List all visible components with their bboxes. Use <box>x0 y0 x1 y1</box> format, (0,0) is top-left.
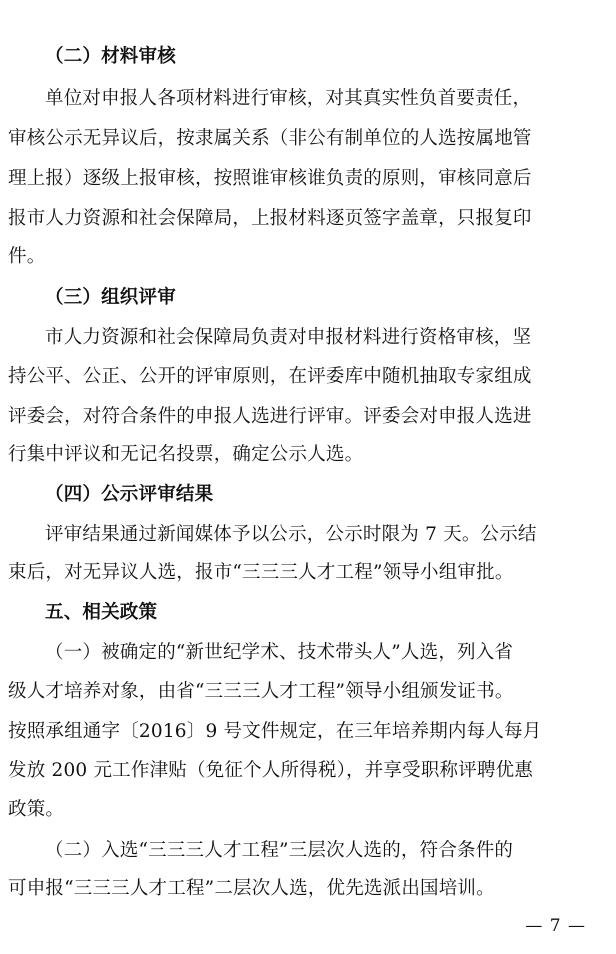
paragraph-line: 理上报）逐级上报审核，按照谁审核谁负责的原则，审核同意后 <box>8 168 532 189</box>
paragraph-line: 审核公示无异议后，按隶属关系（非公有制单位的人选按属地管 <box>8 128 532 149</box>
paragraph-line: 束后，对无异议人选，报市“三三三人才工程”领导小组审批。 <box>8 562 514 583</box>
heading-publicize-results: （四）公示评审结果 <box>45 484 214 505</box>
page-number: — 7 — <box>525 916 586 936</box>
paragraph-line: 行集中评议和无记名投票，确定公示人选。 <box>8 444 364 465</box>
paragraph-line: 政策。 <box>8 799 65 820</box>
paragraph-line: 评审结果通过新闻媒体予以公示，公示时限为 7 天。公示结 <box>45 524 537 545</box>
paragraph-line: 可申报“三三三人才工程”二层次人选，优先选派出国培训。 <box>8 878 495 899</box>
paragraph-line: 报市人力资源和社会保障局，上报材料逐页签字盖章，只报复印 <box>8 208 532 229</box>
paragraph-line: 按照承组通字〔2016〕9 号文件规定，在三年培养期内每人每月 <box>8 721 542 742</box>
heading-material-review: （二）材料审核 <box>45 46 176 67</box>
heading-related-policies: 五、相关政策 <box>45 602 158 623</box>
paragraph-line: 发放 200 元工作津贴（免征个人所得税），并享受职称评聘优惠 <box>8 760 534 781</box>
paragraph-line: 件。 <box>8 246 46 267</box>
paragraph-line: 级人才培养对象，由省“三三三人才工程”领导小组颁发证书。 <box>8 681 514 702</box>
paragraph-line: （一）被确定的“新世纪学术、技术带头人”人选，列入省 <box>45 642 514 663</box>
paragraph-line: 单位对申报人各项材料进行审核，对其真实性负首要责任， <box>45 88 532 109</box>
paragraph-line: 评委会，对符合条件的申报人选进行评审。评委会对申报人选进 <box>8 406 532 427</box>
heading-organize-review: （三）组织评审 <box>45 287 176 308</box>
paragraph-line: 市人力资源和社会保障局负责对申报材料进行资格审核，坚 <box>45 327 532 348</box>
paragraph-line: （二）入选“三三三人才工程”三层次人选的，符合条件的 <box>45 840 514 861</box>
paragraph-line: 持公平、公正、公开的评审原则，在评委库中随机抽取专家组成 <box>8 366 532 387</box>
